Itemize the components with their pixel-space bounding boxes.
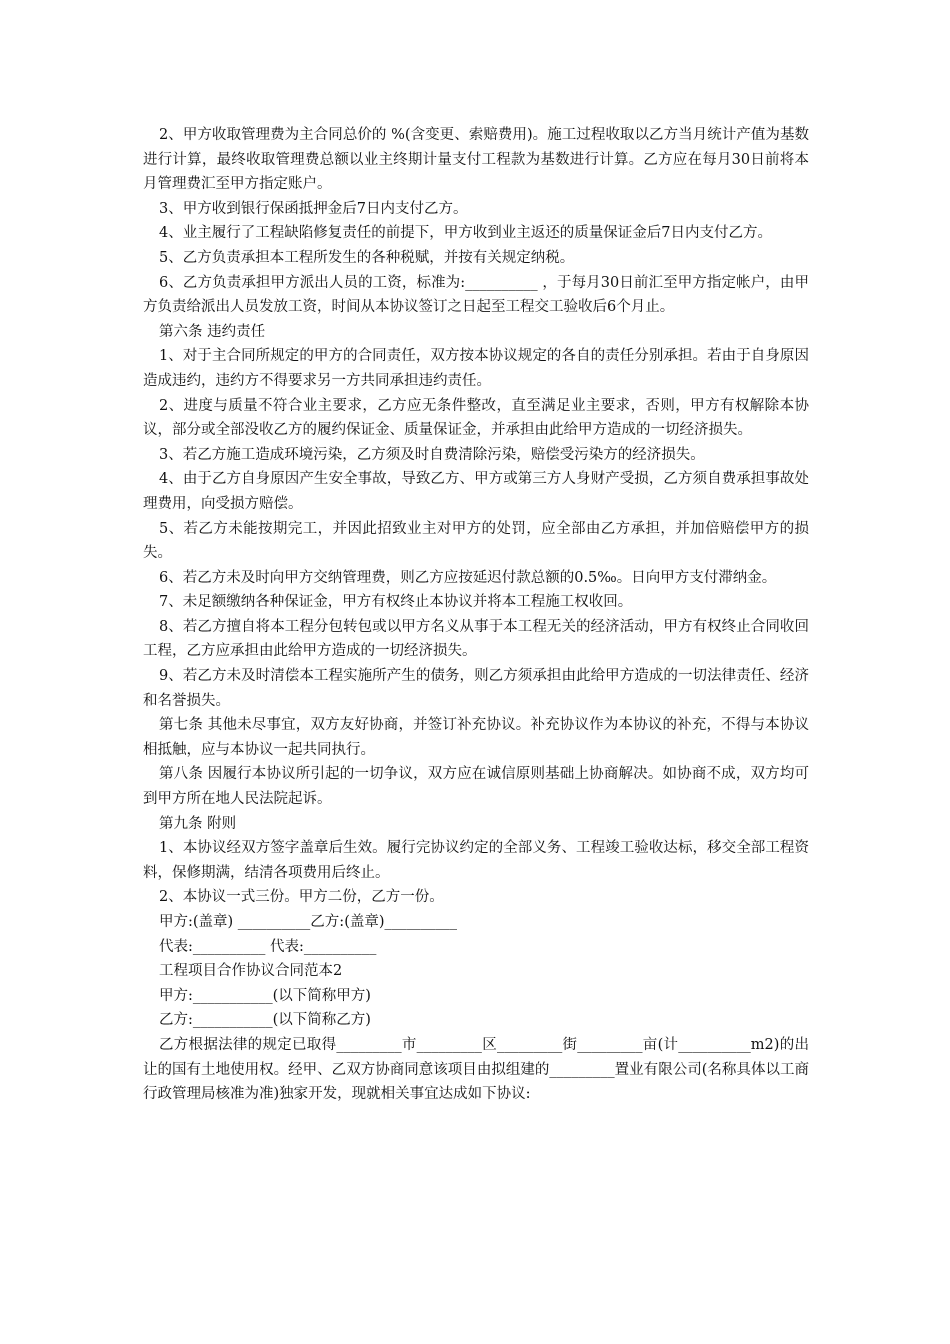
paragraph-breach-5: 5、若乙方未能按期完工，并因此招致业主对甲方的处罚，应全部由乙方承担，并加倍赔偿甲方的损失。 [143, 520, 809, 562]
article-6-heading: 第六条 违约责任 [159, 323, 266, 340]
paragraph-breach-2: 2、进度与质量不符合业主要求，乙方应无条件整改，直至满足业主要求，否则，甲方有权解除本协议，部分或全部没收乙方的履约保证金、质量保证金，并承担由此给甲方造成的一切经济损失。 [143, 397, 809, 439]
paragraph-appendix-1: 1、本协议经双方签字盖章后生效。履行完协议约定的全部义务、工程竣工验收达标，移交全部工程资料，保修期满，结清各项费用后终止。 [143, 840, 809, 881]
signature-line-representatives: 代表:__________ 代表:__________ [159, 938, 377, 955]
article-8: 第八条 因履行本协议所引起的一切争议，双方应在诚信原则基础上协商解决。如协商不成，双方均可到甲方所在地人民法院起诉。 [143, 766, 809, 808]
paragraph-fee-clause-3: 3、甲方收到银行保函抵押金后7日内支付乙方。 [159, 200, 468, 217]
party-a-line: 甲方:___________(以下简称甲方) [159, 987, 371, 1004]
paragraph-fee-clause-5: 5、乙方负责承担本工程所发生的各种税赋，并按有关规定纳税。 [159, 249, 575, 266]
paragraph-fee-clause-4: 4、业主履行了工程缺陷修复责任的前提下，甲方收到业主返还的质量保证金后7日内支付乙方。 [159, 225, 772, 242]
paragraph-breach-7: 7、未足额缴纳各种保证金，甲方有权终止本协议并将本工程施工权收回。 [159, 594, 633, 611]
paragraph-breach-9: 9、若乙方未及时清偿本工程实施所产生的债务，则乙方须承担由此给甲方造成的一切法律责任、经济和名誉损失。 [143, 668, 809, 709]
paragraph-breach-3: 3、若乙方施工造成环境污染，乙方须及时自费清除污染，赔偿受污染方的经济损失。 [159, 446, 705, 463]
paragraph-breach-1: 1、对于主合同所规定的甲方的合同责任，双方按本协议规定的各自的责任分别承担。若由于自身原因造成违约，违约方不得要求另一方共同承担违约责任。 [143, 348, 809, 389]
paragraph-appendix-2: 2、本协议一式三份。甲方二份，乙方一份。 [159, 889, 444, 906]
article-7: 第七条 其他未尽事宜，双方友好协商，并签订补充协议。补充协议作为本协议的补充，不得与本协议相抵触，应与本协议一起共同执行。 [143, 717, 809, 758]
template-2-title: 工程项目合作协议合同范本2 [159, 963, 343, 980]
paragraph-breach-6: 6、若乙方未及时向甲方交纳管理费，则乙方应按延迟付款总额的0.5‰。日向甲方支付滞纳金。 [159, 569, 777, 586]
paragraph-fee-clause-2: 2、甲方收取管理费为主合同总价的 %(含变更、索赔费用)。施工过程收取以乙方当月统计产值为基数进行计算，最终收取管理费总额以业主终期计量支付工程款为基数进行计算。乙方应在每月30日前将本月管理费汇至甲方指定账户。 [143, 127, 809, 193]
paragraph-breach-8: 8、若乙方擅自将本工程分包转包或以甲方名义从事于本工程无关的经济活动，甲方有权终止合同收回工程，乙方应承担由此给甲方造成的一切经济损失。 [143, 618, 809, 660]
signature-line-parties: 甲方:(盖章) __________乙方:(盖章)__________ [159, 914, 458, 930]
party-b-line: 乙方:___________(以下简称乙方) [159, 1012, 371, 1029]
article-9-heading: 第九条 附则 [159, 815, 237, 832]
paragraph-breach-4: 4、由于乙方自身原因产生安全事故，导致乙方、甲方或第三方人身财产受损，乙方须自费承担事故处理费用，向受损方赔偿。 [143, 471, 809, 512]
land-use-paragraph: 乙方根据法律的规定已取得_________市_________区_________街_________亩(计__________m2)的出让的国有土地使用权。经甲、乙双方协商同意该项目由拟组建的_________置业有限公司(名称具体以工商行政管理局核准为准)独家开发，现就相关事宜达成如下协议: [143, 1036, 809, 1103]
paragraph-fee-clause-6: 6、乙方负责承担甲方派出人员的工资，标准为:__________ ，于每月30日前汇至甲方指定帐户，由甲方负责给派出人员发放工资，时间从本协议签订之日起至工程交工验收后6个月止。 [143, 274, 809, 316]
document-body [143, 123, 809, 1107]
